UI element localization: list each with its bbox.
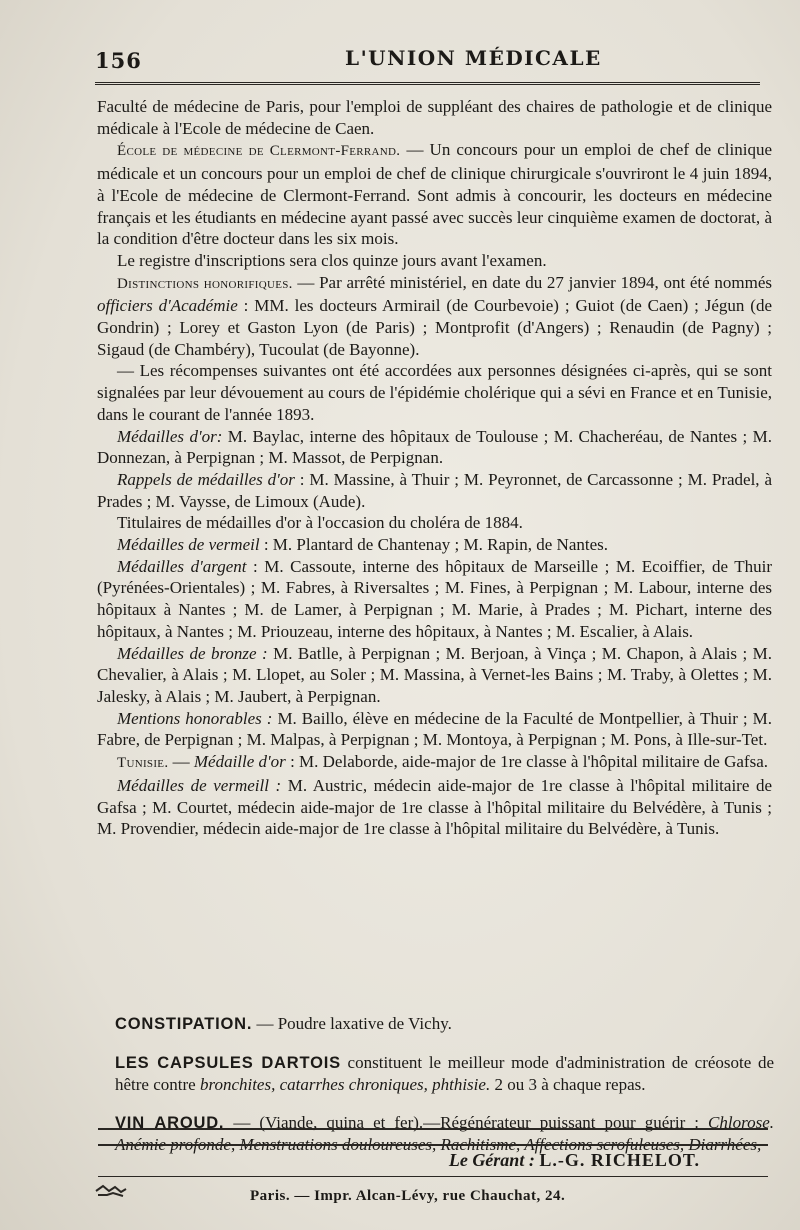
printer-mark-icon (95, 1184, 127, 1198)
paragraph-rappels: Rappels de médailles d'or : M. Massine, à Thuir ; M. Peyronnet, de Carcassonne ; M. Pradel, à Prades ; M. Vaysse, de Limoux (Aude). (97, 469, 772, 511)
section-lead-tunisie: Tunisie. (117, 755, 169, 772)
paragraph-registre: Le registre d'inscriptions sera clos quinze jours avant l'examen. (117, 250, 547, 270)
ad-vin-aroud: VIN AROUD. — (Viande, quina et fer).—Régénérateur puissant pour guérir : Chlorose. Anémie profonde, Menstruations douloureuses, Rachitisme, Affections scrofuleuses, Diarrhées, (115, 1113, 775, 1154)
paragraph-medailles-or: Médailles d'or: M. Baylac, interne des hôpitaux de Toulouse ; M. Chacheréau, de Nantes ; M. Donnezan, à Perpignan ; M. Massot, de Perpignan. (97, 426, 772, 468)
page-number: 156 (95, 48, 142, 73)
paragraph-clermont: École de médecine de Clermont-Ferrand. — Un concours pour un emploi de chef de clinique médicale et un concours pour un emploi de chef de clinique chirurgicale s'ouvriront le 4 juin 1894, à l'Ecole de médecine de Clermont-Ferrand. Sont admis à concourir, les docteurs en médecine français et les étudiants en médecine ayant passé avec succès leur cinquième examen de doctorat, à la condition d'être docteur dans les six mois. (97, 140, 773, 249)
header-rule (95, 82, 760, 85)
ad-constipation: CONSTIPATION. — Poudre laxative de Vichy. (115, 1014, 452, 1033)
article-body (97, 96, 772, 840)
journal-title: L'UNION MÉDICALE (345, 46, 602, 70)
paragraph-mentions: Mentions honorables : M. Baillo, élève en médecine de la Faculté de Montpellier, à Thuir ; M. Fabre, de Perpignan ; M. Malpas, à Perpignan ; M. Montoya, à Perpignan ; M. Pons, à Ille-sur-Tet. (97, 708, 772, 750)
printer-imprint: Paris. — Impr. Alcan-Lévy, rue Chauchat, 24. (250, 1188, 566, 1204)
advertisements (115, 996, 774, 1161)
section-lead-clermont: École de médecine de Clermont-Ferrand. (117, 143, 401, 160)
imprint-rule (98, 1176, 768, 1177)
ad-capsules-dartois: LES CAPSULES DARTOIS constituent le meilleur mode d'administration de créosote de hêtre contre bronchites, catarrhes chroniques, phthisie. 2 ou 3 à chaque repas. (115, 1053, 774, 1094)
paragraph-caen: Faculté de médecine de Paris, pour l'emploi de suppléant des chaires de pathologie et de clinique médicale à l'Ecole de médecine de Caen. (97, 97, 772, 138)
paragraph-vermeil: Médailles de vermeil : M. Plantard de Chantenay ; M. Rapin, de Nantes. (117, 535, 608, 555)
section-lead-distinctions: Distinctions honorifiques. (117, 275, 293, 292)
page-header (95, 44, 780, 80)
paragraph-argent: Médailles d'argent : M. Cassoute, interne des hôpitaux de Marseille ; M. Ecoiffier, de Thuir (Pyrénées-Orientales) ; M. Fabres, à Riversaltes ; M. Fines, à Perpignan ; M. Labour, interne des hôpitaux à Nantes ; M. de Lamer, à Perpignan ; M. Marie, à Prades ; M. Pichart, interne des hôpitaux, à Nantes ; M. Priouzeau, interne des hôpitaux, à Nantes ; M. Escalier, à Alais. (97, 556, 772, 641)
paragraph-bronze: Médailles de bronze : M. Batlle, à Perpignan ; M. Berjoan, à Vinça ; M. Chapon, à Alais ; M. Chevalier, à Alais ; M. Llopet, au Soler ; M. Massina, à Vernet-les Bains ; M. Traby, à Olettes ; M. Jalesky, à Alais ; M. Jaubert, à Perpignan. (97, 643, 772, 706)
paragraph-recompenses: — Les récompenses suivantes ont été accordées aux personnes désignées ci-après, qui se sont signalées par leur dévouement au cours de l'épidémie cholérique qui a sévi en France et en Tunisie, dans le courant de l'année 1893. (97, 361, 772, 424)
paragraph-tunisie: Tunisie. — Médaille d'or : M. Delaborde, aide-major de 1re classe à l'hôpital militaire de Gafsa. (117, 752, 768, 772)
footer-rule-top (98, 1128, 768, 1130)
paragraph-titulaires: Titulaires de médailles d'or à l'occasion du choléra de 1884. (117, 513, 523, 533)
footer-rule-bottom (98, 1144, 768, 1146)
paragraph-vermeil-tunisie: Médailles de vermeill : M. Austric, médecin aide-major de 1re classe à l'hôpital militaire de Gafsa ; M. Courtet, médecin aide-major de 1re classe à l'hôpital militaire du Belvédère, à Tunis ; M. Provendier, médecin aide-major de 1re classe à l'hôpital militaire du Belvédère, à Tunis. (97, 775, 772, 839)
gerant-signature: Le Gérant : L.-G. RICHELOT. (448, 1150, 700, 1170)
paragraph-distinctions: Distinctions honorifiques. — Par arrêté ministériel, en date du 27 janvier 1894, ont été nommés officiers d'Académie : MM. les docteurs Armirail (de Courbevoie) ; Guiot (de Caen) ; Jégun (de Gondrin) ; Lorey et Gaston Lyon (de Paris) ; Montprofit (d'Angers) ; Renaudin (de Pagny) ; Sigaud (de Chambéry), Tucoulat (de Bayonne). (97, 272, 773, 359)
